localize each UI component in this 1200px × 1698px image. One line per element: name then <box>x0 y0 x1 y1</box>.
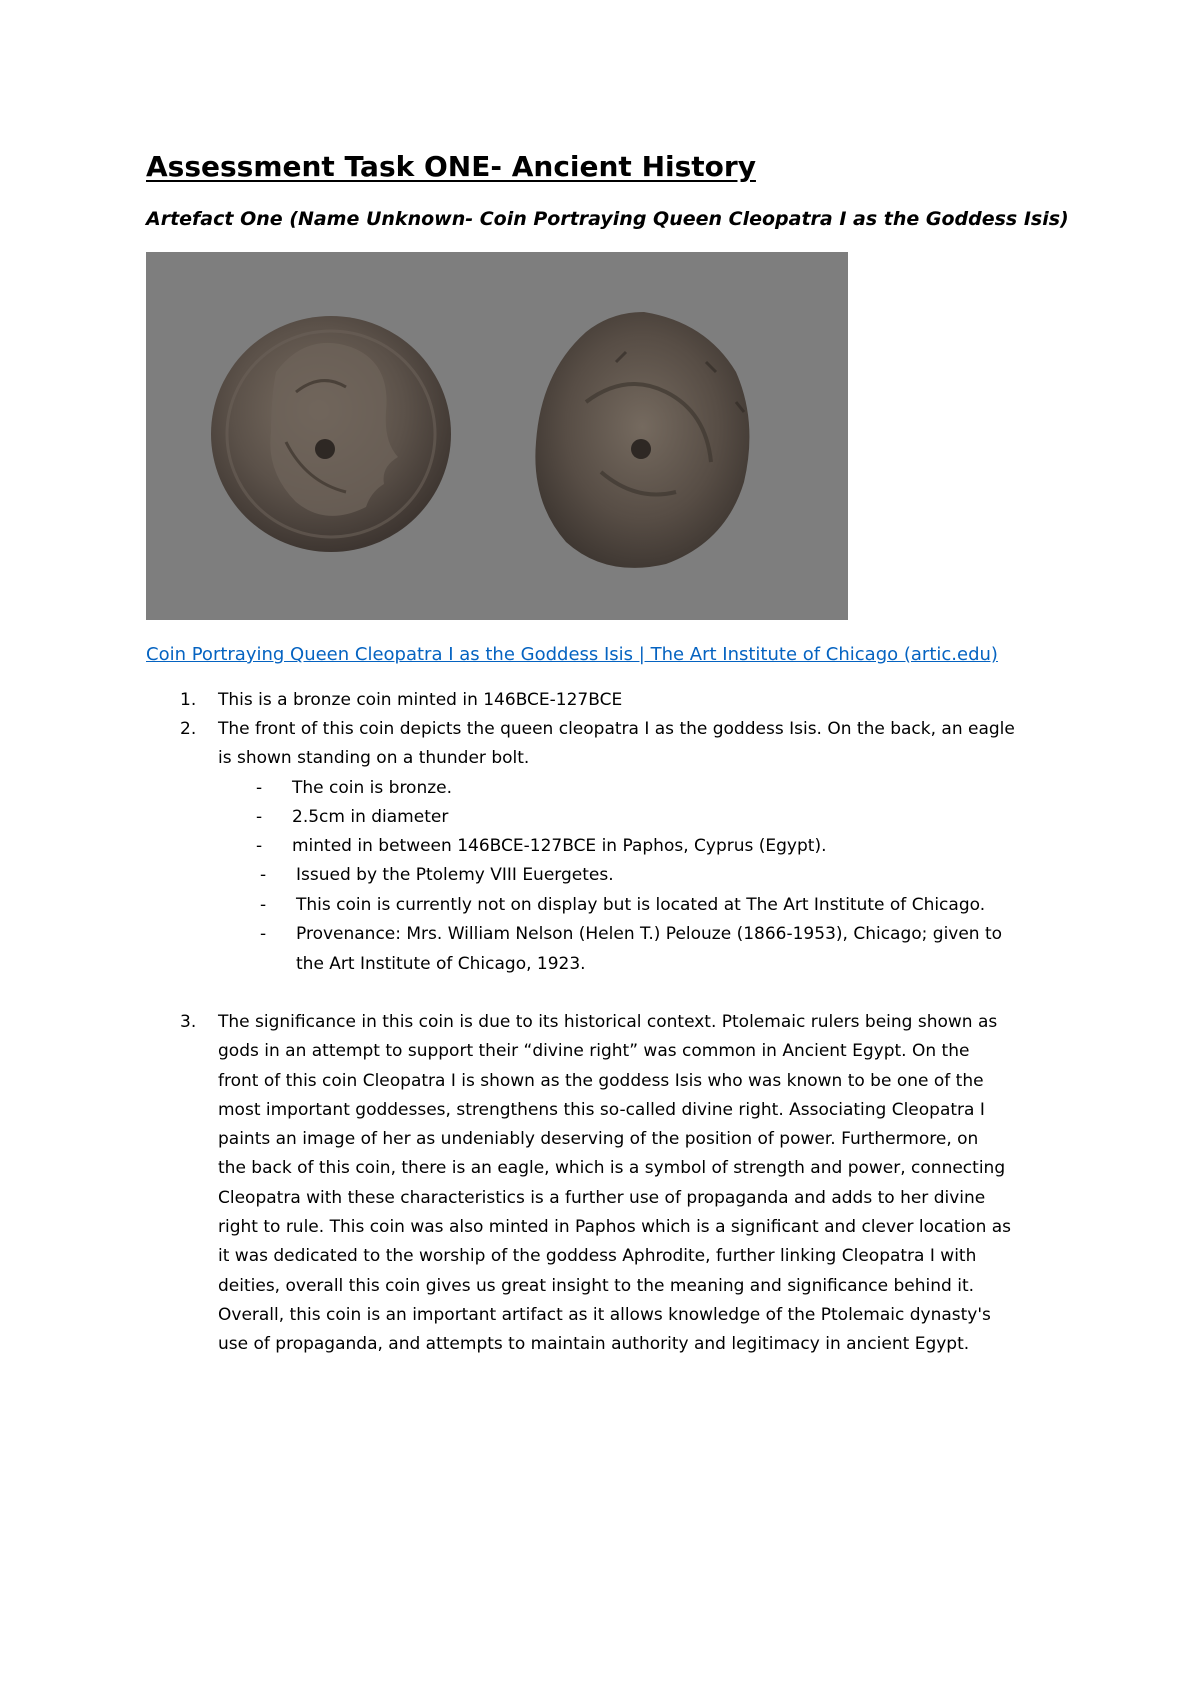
bullet-dash: - <box>256 807 263 827</box>
paragraph-line: front of this coin Cleopatra I is shown as the goddess Isis who was known to be one of the <box>218 1070 984 1091</box>
paragraph-line: paints an image of her as undeniably deserving of the position of power. Furthermore, on <box>218 1129 979 1150</box>
list-item-2-line-1: The front of this coin depicts the queen cleopatra I as the goddess Isis. On the back, an eagle <box>218 719 1015 739</box>
bullet-item-continuation: the Art Institute of Chicago, 1923. <box>296 954 586 974</box>
significance-paragraph <box>218 1008 1078 1360</box>
coin-photo <box>146 252 848 620</box>
paragraph-line: gods in an attempt to support their “divine right” was common in Ancient Egypt. On the <box>218 1041 970 1062</box>
list-number: 2. <box>180 719 197 739</box>
paragraph-line: the back of this coin, there is an eagle, which is a symbol of strength and power, connecting <box>218 1158 1006 1179</box>
bullet-item: The coin is bronze. <box>292 778 453 798</box>
paragraph-line: use of propaganda, and attempts to maintain authority and legitimacy in ancient Egypt. <box>218 1334 970 1355</box>
paragraph-line: Cleopatra with these characteristics is a further use of propaganda and adds to her divine <box>218 1187 986 1208</box>
document-title: Assessment Task ONE- Ancient History <box>146 150 756 183</box>
bullet-dash: - <box>256 778 263 798</box>
coin-obverse <box>211 316 451 552</box>
bullet-item: minted in between 146BCE-127BCE in Paphos, Cyprus (Egypt). <box>292 836 827 856</box>
bullet-item: This coin is currently not on display but is located at The Art Institute of Chicago. <box>296 895 986 915</box>
coin-photo-icon <box>146 252 848 620</box>
list-item-2-line-2: is shown standing on a thunder bolt. <box>218 748 530 768</box>
bullet-item: 2.5cm in diameter <box>292 807 449 827</box>
paragraph-line: right to rule. This coin was also minted in Paphos which is a significant and clever location as <box>218 1217 1012 1238</box>
bullet-item: Issued by the Ptolemy VIII Euergetes. <box>296 865 614 885</box>
paragraph-line: most important goddesses, strengthens this so-called divine right. Associating Cleopatra I <box>218 1099 985 1120</box>
bullet-dash: - <box>260 924 267 944</box>
paragraph-line: The significance in this coin is due to its historical context. Ptolemaic rulers being shown as <box>218 1012 998 1032</box>
bullet-dash: - <box>256 836 263 856</box>
list-number: 3. <box>180 1012 197 1032</box>
bullet-dash: - <box>260 865 267 885</box>
source-link[interactable]: Coin Portraying Queen Cleopatra I as the Goddess Isis | The Art Institute of Chicago (artic.edu) <box>146 644 998 665</box>
paragraph-line: it was dedicated to the worship of the goddess Aphrodite, further linking Cleopatra I with <box>218 1246 977 1267</box>
list-number: 1. <box>180 690 197 710</box>
paragraph-line: deities, overall this coin gives us great insight to the meaning and significance behind it. <box>218 1275 975 1296</box>
artefact-subtitle: Artefact One (Name Unknown- Coin Portraying Queen Cleopatra I as the Goddess Isis) <box>146 208 1069 230</box>
bullet-item: Provenance: Mrs. William Nelson (Helen T.) Pelouze (1866-1953), Chicago; given to <box>296 924 1003 944</box>
list-item-1-text: This is a bronze coin minted in 146BCE-127BCE <box>218 690 623 710</box>
paragraph-line: Overall, this coin is an important artifact as it allows knowledge of the Ptolemaic dynasty's <box>218 1304 991 1325</box>
bullet-dash: - <box>260 895 267 915</box>
